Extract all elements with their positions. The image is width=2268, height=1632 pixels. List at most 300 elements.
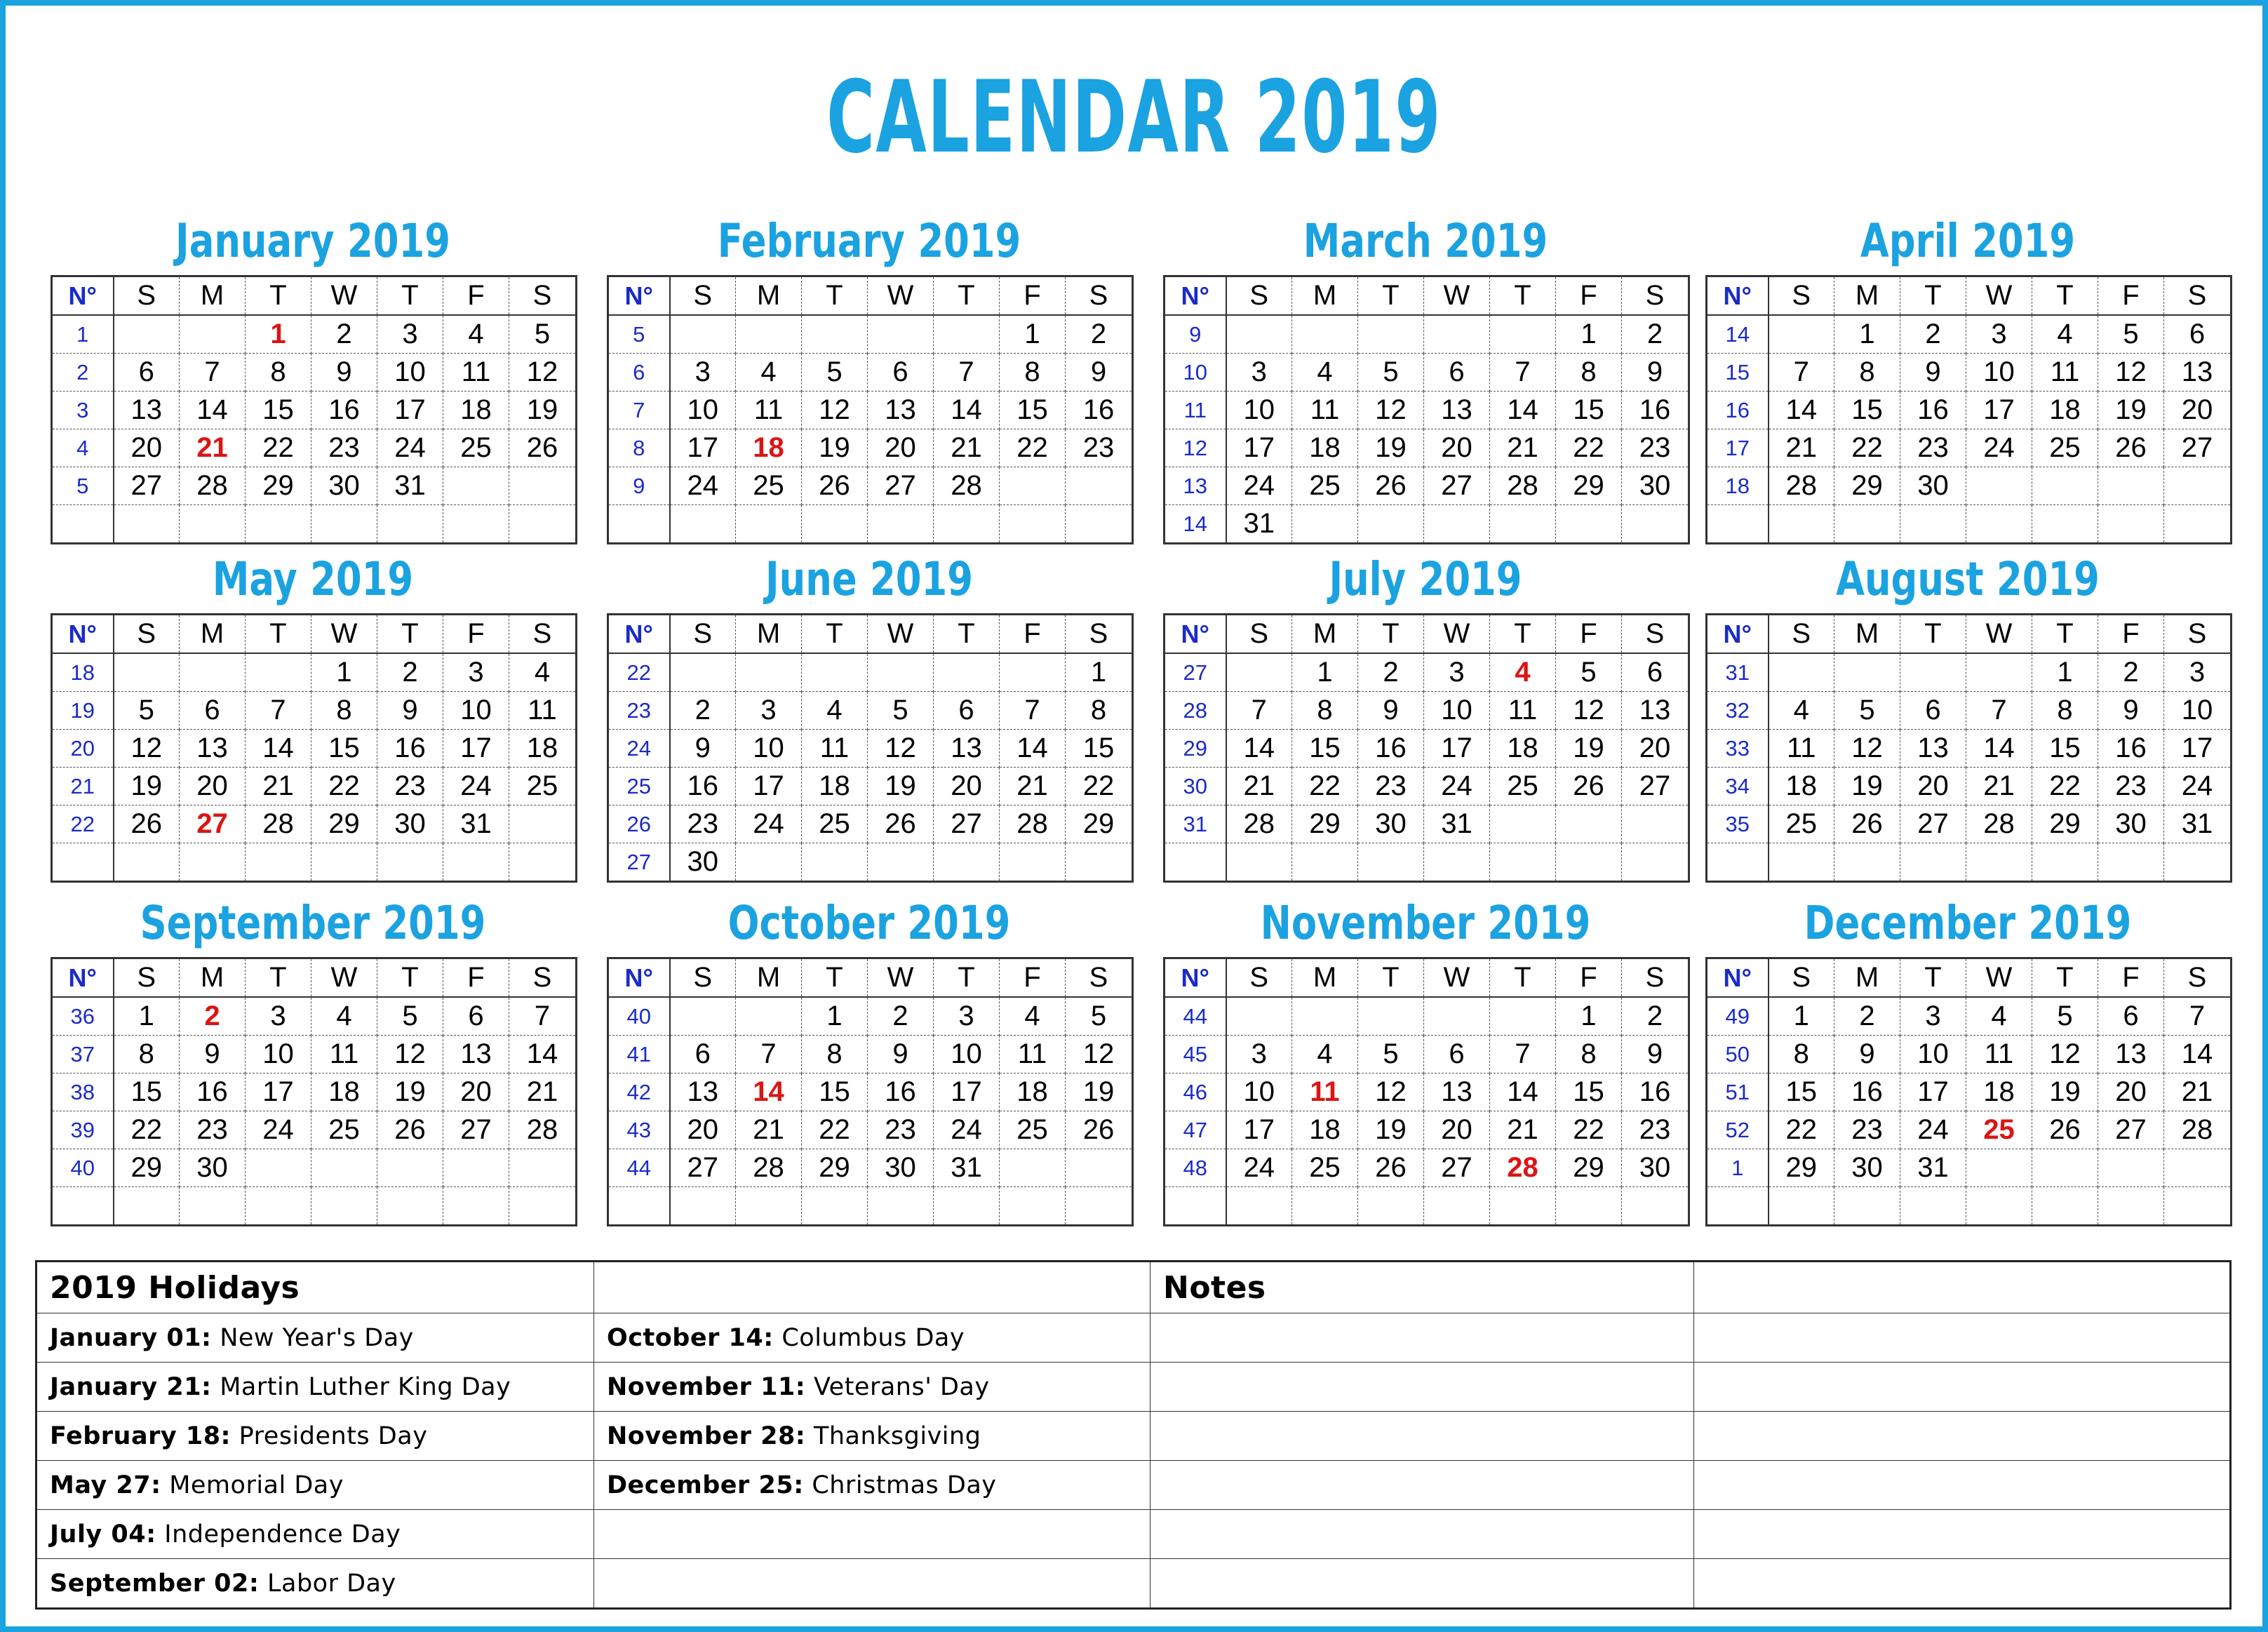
- empty-day-cell: [1292, 1187, 1358, 1226]
- empty-day-cell: [2032, 505, 2098, 544]
- empty-day-cell: [1966, 1149, 2032, 1187]
- day-cell: 27: [443, 1111, 509, 1149]
- day-cell: 6: [1424, 1036, 1490, 1073]
- day-cell: 28: [509, 1111, 577, 1149]
- weekday-header: S: [670, 958, 736, 998]
- holiday-date: January 01:: [50, 1323, 212, 1352]
- empty-day-cell: [2098, 467, 2164, 505]
- month-table: [1163, 275, 1690, 544]
- week-number-header: N°: [1165, 276, 1226, 316]
- week-number: 12: [1165, 429, 1226, 467]
- empty-day-cell: [180, 315, 246, 354]
- notes-line[interactable]: [1694, 1559, 2231, 1609]
- holiday-day-cell: 1: [246, 315, 311, 354]
- day-cell: 8: [1556, 354, 1622, 392]
- day-cell: 1: [311, 653, 377, 692]
- day-cell: 8: [311, 692, 377, 730]
- day-cell: 25: [1292, 1149, 1358, 1187]
- week-number: 15: [1707, 354, 1769, 392]
- week-number: 47: [1165, 1111, 1226, 1149]
- month-calendar: [1705, 208, 2230, 544]
- empty-day-cell: [1000, 843, 1066, 882]
- empty-day-cell: [509, 467, 577, 505]
- day-cell: 10: [1966, 354, 2032, 392]
- empty-day-cell: [377, 505, 443, 544]
- day-cell: 15: [1834, 392, 1900, 429]
- day-cell: 8: [802, 1036, 868, 1073]
- month-calendar: [1705, 890, 2230, 1226]
- holiday-entry: [36, 1363, 594, 1412]
- weekday-header: S: [1226, 276, 1292, 316]
- day-cell: 11: [1000, 1036, 1066, 1073]
- day-cell: 19: [1358, 1111, 1424, 1149]
- week-number: [1707, 1187, 1769, 1226]
- notes-line[interactable]: [1150, 1559, 1694, 1609]
- notes-line[interactable]: [1694, 1461, 2231, 1510]
- day-cell: 14: [2164, 1036, 2232, 1073]
- week-number: 9: [608, 467, 670, 505]
- day-cell: 13: [114, 392, 180, 429]
- empty-day-cell: [246, 1187, 311, 1226]
- empty-day-cell: [1424, 1187, 1490, 1226]
- month-table: [607, 613, 1134, 883]
- day-cell: 22: [246, 429, 311, 467]
- month-calendar: [607, 546, 1132, 883]
- empty-day-cell: [1358, 997, 1424, 1036]
- weekday-header: S: [509, 958, 577, 998]
- day-cell: 23: [2098, 768, 2164, 805]
- empty-day-cell: [802, 843, 868, 882]
- day-cell: 5: [2032, 997, 2098, 1036]
- week-number: 27: [608, 843, 670, 882]
- week-number: 16: [1707, 392, 1769, 429]
- empty-day-cell: [868, 1187, 934, 1226]
- day-cell: 3: [1226, 1036, 1292, 1073]
- day-cell: 30: [1622, 467, 1689, 505]
- weekday-header: M: [1834, 615, 1900, 654]
- day-cell: 25: [509, 768, 577, 805]
- day-cell: 31: [377, 467, 443, 505]
- day-cell: 17: [670, 429, 736, 467]
- notes-line[interactable]: [1150, 1363, 1694, 1412]
- weekday-header: T: [1490, 958, 1556, 998]
- day-cell: 31: [443, 805, 509, 843]
- day-cell: 28: [2164, 1111, 2232, 1149]
- empty-day-cell: [1966, 1187, 2032, 1226]
- empty-day-cell: [1900, 653, 1966, 692]
- empty-day-cell: [1066, 505, 1133, 544]
- day-cell: 17: [1424, 730, 1490, 768]
- day-cell: 12: [2032, 1036, 2098, 1073]
- day-cell: 17: [1966, 392, 2032, 429]
- empty-day-cell: [1622, 505, 1689, 544]
- day-cell: 25: [736, 467, 802, 505]
- day-cell: 7: [1966, 692, 2032, 730]
- weekday-header: S: [1769, 958, 1834, 998]
- notes-line[interactable]: [1694, 1363, 2231, 1412]
- empty-day-cell: [114, 505, 180, 544]
- day-cell: 15: [1556, 392, 1622, 429]
- day-cell: 27: [1424, 467, 1490, 505]
- day-cell: 1: [1556, 997, 1622, 1036]
- week-number: 7: [608, 392, 670, 429]
- empty-day-cell: [2164, 505, 2232, 544]
- day-cell: 31: [934, 1149, 1000, 1187]
- day-cell: 3: [1900, 997, 1966, 1036]
- day-cell: 31: [1226, 505, 1292, 544]
- day-cell: 19: [1066, 1073, 1133, 1111]
- day-cell: 6: [2164, 315, 2232, 354]
- day-cell: 10: [246, 1036, 311, 1073]
- empty-day-cell: [114, 315, 180, 354]
- week-number: 20: [52, 730, 114, 768]
- empty-day-cell: [443, 1149, 509, 1187]
- day-cell: 13: [670, 1073, 736, 1111]
- holiday-day-cell: 2: [180, 997, 246, 1036]
- empty-day-cell: [1066, 467, 1133, 505]
- weekday-header: M: [736, 276, 802, 316]
- day-cell: 6: [2098, 997, 2164, 1036]
- month-calendar: [607, 208, 1132, 544]
- day-cell: 1: [1834, 315, 1900, 354]
- week-number: 28: [1165, 692, 1226, 730]
- day-cell: 10: [736, 730, 802, 768]
- holiday-date: July 04:: [50, 1520, 156, 1549]
- weekday-header: M: [1834, 276, 1900, 316]
- weekday-header: S: [670, 615, 736, 654]
- day-cell: 7: [246, 692, 311, 730]
- empty-day-cell: [1490, 505, 1556, 544]
- day-cell: 3: [443, 653, 509, 692]
- weekday-header: S: [1226, 615, 1292, 654]
- day-cell: 26: [377, 1111, 443, 1149]
- day-cell: 30: [1834, 1149, 1900, 1187]
- weekday-header: S: [1622, 276, 1689, 316]
- week-number: 18: [1707, 467, 1769, 505]
- week-number: 43: [608, 1111, 670, 1149]
- empty-day-cell: [2032, 1187, 2098, 1226]
- week-number: 46: [1165, 1073, 1226, 1111]
- day-cell: 26: [1834, 805, 1900, 843]
- day-cell: 7: [934, 354, 1000, 392]
- empty-day-cell: [180, 653, 246, 692]
- month-table: [1705, 613, 2232, 883]
- day-cell: 4: [802, 692, 868, 730]
- weekday-header: T: [934, 276, 1000, 316]
- day-cell: 17: [2164, 730, 2232, 768]
- weekday-header: T: [934, 958, 1000, 998]
- day-cell: 8: [1292, 692, 1358, 730]
- holidays-notes-table: [35, 1260, 2232, 1610]
- empty-day-cell: [802, 315, 868, 354]
- day-cell: 28: [246, 805, 311, 843]
- day-cell: 18: [802, 768, 868, 805]
- day-cell: 21: [934, 429, 1000, 467]
- weekday-header: T: [1900, 276, 1966, 316]
- day-cell: 23: [868, 1111, 934, 1149]
- holiday-name: Independence Day: [156, 1520, 401, 1549]
- day-cell: 15: [246, 392, 311, 429]
- day-cell: 15: [2032, 730, 2098, 768]
- weekday-header: M: [180, 276, 246, 316]
- month-title: August 2019: [1836, 552, 2100, 606]
- week-number: 49: [1707, 997, 1769, 1036]
- empty-day-cell: [311, 505, 377, 544]
- day-cell: 27: [114, 467, 180, 505]
- day-cell: 23: [377, 768, 443, 805]
- week-number: [1707, 843, 1769, 882]
- day-cell: 30: [868, 1149, 934, 1187]
- weekday-header: F: [443, 958, 509, 998]
- day-cell: 9: [1834, 1036, 1900, 1073]
- day-cell: 14: [1490, 392, 1556, 429]
- empty-day-cell: [246, 653, 311, 692]
- holiday-entry: [594, 1363, 1150, 1412]
- month-table: [607, 957, 1134, 1226]
- day-cell: 2: [1834, 997, 1900, 1036]
- day-cell: 24: [377, 429, 443, 467]
- weekday-header: F: [1000, 958, 1066, 998]
- weekday-header: T: [1900, 958, 1966, 998]
- notes-line[interactable]: [1694, 1510, 2231, 1559]
- day-cell: 26: [1066, 1111, 1133, 1149]
- day-cell: 29: [2032, 805, 2098, 843]
- week-number: 51: [1707, 1073, 1769, 1111]
- empty-day-cell: [1966, 653, 2032, 692]
- empty-day-cell: [670, 653, 736, 692]
- empty-day-cell: [1424, 997, 1490, 1036]
- empty-day-cell: [2164, 1187, 2232, 1226]
- day-cell: 16: [180, 1073, 246, 1111]
- weekday-header: S: [114, 615, 180, 654]
- empty-day-cell: [1424, 843, 1490, 882]
- day-cell: 5: [1066, 997, 1133, 1036]
- day-cell: 29: [1769, 1149, 1834, 1187]
- weekday-header: T: [1358, 615, 1424, 654]
- weekday-header: W: [1424, 276, 1490, 316]
- holiday-name: Martin Luther King Day: [211, 1372, 511, 1401]
- weekday-header: S: [1769, 276, 1834, 316]
- day-cell: 23: [1622, 429, 1689, 467]
- week-number: 40: [608, 997, 670, 1036]
- empty-day-cell: [311, 843, 377, 882]
- day-cell: 8: [246, 354, 311, 392]
- weekday-header: W: [1424, 615, 1490, 654]
- weekday-header: F: [2098, 276, 2164, 316]
- holiday-date: February 18:: [50, 1422, 232, 1450]
- day-cell: 8: [1769, 1036, 1834, 1073]
- day-cell: 24: [1966, 429, 2032, 467]
- day-cell: 13: [868, 392, 934, 429]
- day-cell: 30: [377, 805, 443, 843]
- week-number: 25: [608, 768, 670, 805]
- empty-day-cell: [246, 505, 311, 544]
- day-cell: 17: [1226, 1111, 1292, 1149]
- week-number: 39: [52, 1111, 114, 1149]
- day-cell: 27: [1424, 1149, 1490, 1187]
- day-cell: 20: [868, 429, 934, 467]
- day-cell: 15: [1556, 1073, 1622, 1111]
- empty-day-cell: [443, 505, 509, 544]
- day-cell: 7: [509, 997, 577, 1036]
- day-cell: 22: [1769, 1111, 1834, 1149]
- empty-day-cell: [1556, 805, 1622, 843]
- day-cell: 10: [2164, 692, 2232, 730]
- empty-day-cell: [1292, 505, 1358, 544]
- day-cell: 6: [1424, 354, 1490, 392]
- empty-day-cell: [1556, 843, 1622, 882]
- holiday-day-cell: 21: [180, 429, 246, 467]
- day-cell: 20: [934, 768, 1000, 805]
- empty-day-cell: [1834, 505, 1900, 544]
- day-cell: 11: [1490, 692, 1556, 730]
- day-cell: 23: [1358, 768, 1424, 805]
- day-cell: 8: [1834, 354, 1900, 392]
- day-cell: 25: [443, 429, 509, 467]
- empty-day-cell: [1556, 1187, 1622, 1226]
- empty-day-cell: [180, 505, 246, 544]
- day-cell: 1: [1769, 997, 1834, 1036]
- day-cell: 8: [1066, 692, 1133, 730]
- weekday-header: F: [2098, 958, 2164, 998]
- notes-line[interactable]: [1150, 1412, 1694, 1461]
- week-number: 33: [1707, 730, 1769, 768]
- empty-day-cell: [377, 843, 443, 882]
- day-cell: 1: [1066, 653, 1133, 692]
- notes-line[interactable]: [1694, 1313, 2231, 1363]
- weekday-header: W: [1966, 276, 2032, 316]
- month-title: December 2019: [1804, 896, 2132, 950]
- week-number: 50: [1707, 1036, 1769, 1073]
- weekday-header: T: [246, 276, 311, 316]
- week-number: 34: [1707, 768, 1769, 805]
- day-cell: 28: [180, 467, 246, 505]
- day-cell: 16: [670, 768, 736, 805]
- day-cell: 23: [1066, 429, 1133, 467]
- day-cell: 4: [736, 354, 802, 392]
- day-cell: 24: [1226, 1149, 1292, 1187]
- holiday-entry: [594, 1461, 1150, 1510]
- day-cell: 16: [2098, 730, 2164, 768]
- day-cell: 30: [311, 467, 377, 505]
- day-cell: 16: [1900, 392, 1966, 429]
- day-cell: 29: [246, 467, 311, 505]
- notes-heading-extra: [1694, 1262, 2231, 1313]
- week-number-header: N°: [52, 615, 114, 654]
- day-cell: 25: [1000, 1111, 1066, 1149]
- week-number: 42: [608, 1073, 670, 1111]
- day-cell: 17: [736, 768, 802, 805]
- day-cell: 2: [311, 315, 377, 354]
- day-cell: 20: [1900, 768, 1966, 805]
- week-number: 30: [1165, 768, 1226, 805]
- day-cell: 6: [868, 354, 934, 392]
- notes-line[interactable]: [1694, 1412, 2231, 1461]
- day-cell: 6: [114, 354, 180, 392]
- empty-day-cell: [509, 1187, 577, 1226]
- day-cell: 5: [868, 692, 934, 730]
- empty-day-cell: [1556, 505, 1622, 544]
- empty-day-cell: [509, 843, 577, 882]
- weekday-header: S: [1066, 615, 1133, 654]
- day-cell: 12: [377, 1036, 443, 1073]
- day-cell: 22: [1292, 768, 1358, 805]
- weekday-header: T: [1900, 615, 1966, 654]
- empty-day-cell: [1000, 467, 1066, 505]
- day-cell: 13: [1424, 392, 1490, 429]
- empty-day-cell: [934, 1187, 1000, 1226]
- day-cell: 21: [1226, 768, 1292, 805]
- day-cell: 25: [1490, 768, 1556, 805]
- day-cell: 9: [1622, 1036, 1689, 1073]
- month-title: July 2019: [1329, 552, 1522, 606]
- empty-day-cell: [2032, 1149, 2098, 1187]
- holiday-name: Veterans' Day: [805, 1372, 990, 1401]
- day-cell: 22: [1834, 429, 1900, 467]
- holiday-date: October 14:: [607, 1323, 774, 1352]
- day-cell: 18: [2032, 392, 2098, 429]
- empty-day-cell: [1292, 997, 1358, 1036]
- day-cell: 23: [311, 429, 377, 467]
- notes-line[interactable]: [1150, 1313, 1694, 1363]
- day-cell: 11: [1769, 730, 1834, 768]
- empty-day-cell: [1966, 843, 2032, 882]
- day-cell: 22: [311, 768, 377, 805]
- day-cell: 30: [1622, 1149, 1689, 1187]
- day-cell: 14: [1490, 1073, 1556, 1111]
- holiday-date: January 21:: [50, 1372, 212, 1401]
- week-number: 44: [608, 1149, 670, 1187]
- week-number: 17: [1707, 429, 1769, 467]
- week-number: 11: [1165, 392, 1226, 429]
- day-cell: 1: [1292, 653, 1358, 692]
- notes-line[interactable]: [1150, 1461, 1694, 1510]
- empty-day-cell: [868, 505, 934, 544]
- weekday-header: T: [2032, 276, 2098, 316]
- holiday-date: November 28:: [607, 1422, 806, 1450]
- day-cell: 4: [509, 653, 577, 692]
- day-cell: 16: [1622, 1073, 1689, 1111]
- day-cell: 9: [1358, 692, 1424, 730]
- day-cell: 18: [443, 392, 509, 429]
- week-number: [608, 505, 670, 544]
- day-cell: 28: [1966, 805, 2032, 843]
- day-cell: 12: [114, 730, 180, 768]
- empty-day-cell: [670, 1187, 736, 1226]
- empty-day-cell: [1622, 805, 1689, 843]
- day-cell: 21: [1769, 429, 1834, 467]
- day-cell: 15: [1292, 730, 1358, 768]
- day-cell: 17: [246, 1073, 311, 1111]
- day-cell: 6: [443, 997, 509, 1036]
- day-cell: 28: [1000, 805, 1066, 843]
- day-cell: 2: [868, 997, 934, 1036]
- empty-day-cell: [1834, 653, 1900, 692]
- empty-day-cell: [509, 1149, 577, 1187]
- week-number: 1: [52, 315, 114, 354]
- notes-line[interactable]: [1150, 1510, 1694, 1559]
- day-cell: 15: [802, 1073, 868, 1111]
- day-cell: 29: [311, 805, 377, 843]
- weekday-header: T: [1358, 276, 1424, 316]
- day-cell: 4: [1769, 692, 1834, 730]
- week-number: 14: [1165, 505, 1226, 544]
- day-cell: 19: [377, 1073, 443, 1111]
- day-cell: 2: [2098, 653, 2164, 692]
- week-number: [608, 1187, 670, 1226]
- day-cell: 2: [1900, 315, 1966, 354]
- day-cell: 18: [1490, 730, 1556, 768]
